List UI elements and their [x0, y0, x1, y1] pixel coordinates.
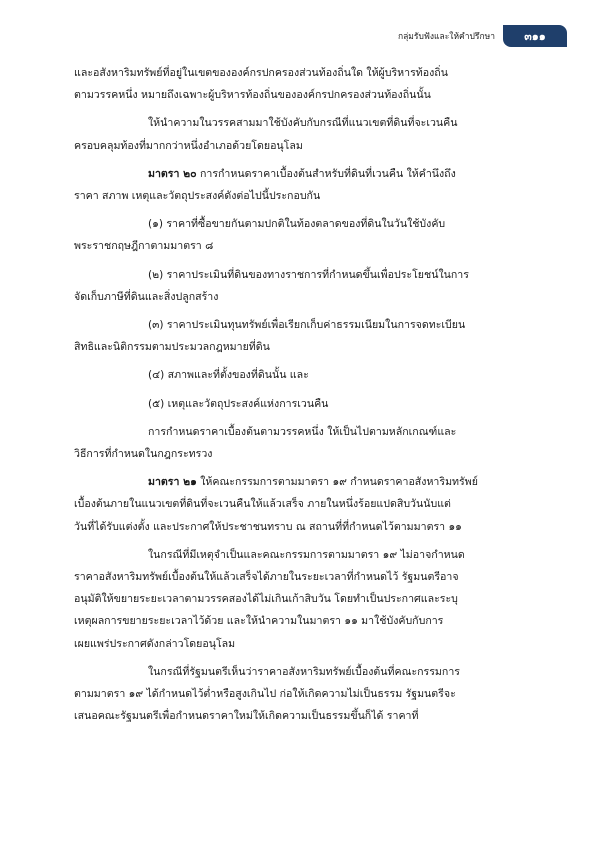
header-label: กลุ่มรับฟังและให้คำปรึกษา [397, 32, 495, 42]
text-line: ราคาอสังหาริมทรัพย์เบื้องต้นให้แล้วเสร็จได้ภายในระยะเวลาที่กำหนดไว้ รัฐมนตรีอาจ [74, 571, 459, 584]
paragraph [74, 264, 526, 308]
paragraph [74, 364, 526, 386]
text-line: และอสังหาริมทรัพย์ที่อยู่ในเขตขององค์กรปกครองส่วนท้องถิ่นใด ให้ผู้บริหารท้องถิ่น [74, 67, 448, 79]
text-line: (๔) สภาพและที่ตั้งของที่ดินนั้น และ [148, 369, 309, 382]
text-line: พระราชกฤษฎีกาตามมาตรา ๘ [74, 240, 214, 253]
paragraph [74, 314, 526, 358]
text-line: การกำหนดราคาเบื้องต้นตามวรรคหนึ่ง ให้เป็นไปตามหลักเกณฑ์และ [148, 425, 457, 438]
text-line: ในกรณีที่มีเหตุจำเป็นและคณะกรรมการตามมาตรา ๑๙ ไม่อาจกำหนด [148, 548, 465, 561]
text-line: วิธีการที่กำหนดในกฎกระทรวง [74, 448, 213, 461]
text-line: ราคา สภาพ เหตุและวัตถุประสงค์ดังต่อไปนี้ประกอบกัน [74, 190, 321, 203]
text-line: ให้คณะกรรมการตามมาตรา ๑๙ กำหนดราคาอสังหาริมทรัพย์ [200, 476, 478, 489]
text-line: (๒) ราคาประเมินที่ดินของทางราชการที่กำหนดขึ้นเพื่อประโยชน์ในการ [148, 268, 469, 281]
text-line: ตามวรรคหนึ่ง หมายถึงเฉพาะผู้บริหารท้องถิ่นขององค์กรปกครองส่วนท้องถิ่นนั้น [74, 89, 431, 102]
text-line: การกำหนดราคาเบื้องต้นสำหรับที่ดินที่เวนคืน ให้คำนึงถึง [199, 167, 456, 180]
page-number-badge: ๓๑๑ [503, 25, 567, 47]
paragraph [74, 544, 526, 655]
text-line: ในกรณีที่รัฐมนตรีเห็นว่าราคาอสังหาริมทรัพย์เบื้องต้นที่คณะกรรมการ [148, 665, 460, 678]
paragraph [74, 62, 526, 106]
text-line: (๓) ราคาประเมินทุนทรัพย์เพื่อเรียกเก็บค่าธรรมเนียมในการจดทะเบียน [148, 319, 466, 332]
text-line: เสนอคณะรัฐมนตรีเพื่อกำหนดราคาใหม่ให้เกิดความเป็นธรรมขึ้นก็ได้ ราคาที่ [74, 710, 419, 723]
text-line: เบื้องต้นภายในแนวเขตที่ดินที่จะเวนคืนให้แล้วเสร็จ ภายในหนึ่งร้อยแปดสิบวันนับแต่ [74, 498, 451, 511]
paragraph [74, 393, 526, 415]
text-line: เผยแพร่ประกาศดังกล่าวโดยอนุโลม [74, 637, 236, 650]
document-body [74, 62, 526, 733]
text-line: เหตุผลการขยายระยะเวลาไว้ด้วย และให้นำความในมาตรา ๑๑ มาใช้บังคับกับการ [74, 615, 444, 628]
text-line: ครอบคลุมท้องที่มากกว่าหนึ่งอำเภอด้วยโดยอนุโลม [74, 139, 303, 152]
text-line: จัดเก็บภาษีที่ดินและสิ่งปลูกสร้าง [74, 290, 219, 303]
text-line: ให้นำความในวรรคสามมาใช้บังคับกับกรณีที่แนวเขตที่ดินที่จะเวนคืน [148, 117, 458, 130]
text-line: (๕) เหตุและวัตถุประสงค์แห่งการเวนคืน [148, 397, 329, 410]
paragraph [74, 112, 526, 156]
paragraph [74, 421, 526, 465]
text-line: สิทธิและนิติกรรมตามประมวลกฎหมายที่ดิน [74, 341, 270, 354]
text-line: วันที่ได้รับแต่งตั้ง และประกาศให้ประชาชนทราบ ณ สถานที่ที่กำหนดไว้ตามมาตรา ๑๑ [74, 520, 462, 533]
text-line: อนุมัติให้ขยายระยะเวลาตามวรรคสองได้ไม่เกินเก้าสิบวัน โดยทำเป็นประกาศและระบุ [74, 593, 458, 606]
paragraph [74, 471, 526, 538]
paragraph [74, 213, 526, 257]
section-number: มาตรา ๒๐ [148, 167, 197, 180]
paragraph [74, 163, 526, 207]
section-number: มาตรา ๒๑ [148, 476, 197, 489]
text-line: ตามมาตรา ๑๙ ได้กำหนดไว้ต่ำหรือสูงเกินไป ก่อให้เกิดความไม่เป็นธรรม รัฐมนตรีจะ [74, 688, 456, 701]
page-header [398, 24, 567, 48]
paragraph [74, 661, 526, 728]
text-line: (๑) ราคาที่ซื้อขายกันตามปกติในท้องตลาดของที่ดินในวันใช้บังคับ [148, 218, 446, 231]
